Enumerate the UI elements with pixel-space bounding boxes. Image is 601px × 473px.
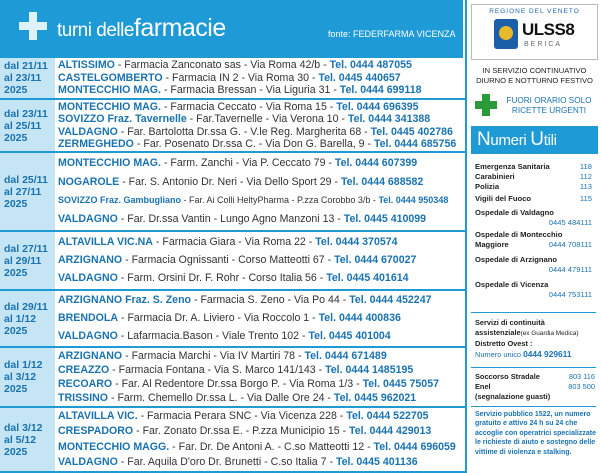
pharmacy-details: - Farmacia S. Zeno - Via Po 44 -	[191, 294, 350, 307]
pharmacy-details: - Farmacia IN 2 - Via Roma 30 -	[162, 71, 319, 84]
phone-number: Tel. 0444 452247	[349, 294, 432, 307]
shift-block	[0, 100, 465, 153]
phone-number: Tel. 0445 440657	[318, 71, 401, 84]
source-label: fonte: FEDERFARMA VICENZA	[328, 29, 456, 39]
pharmacy-entry	[58, 312, 463, 325]
phone-number: Tel. 0445 410099	[343, 213, 427, 226]
pharmacy-details: - Farm. Orsini Dr. F. Rohr - Corso Italia 56 -	[117, 272, 327, 285]
phone-number: Tel. 0444 685756	[373, 137, 457, 150]
town-name: ALTAVILLA VIC.	[58, 410, 138, 423]
pharmacy-entry	[58, 176, 463, 189]
town-name: VALDAGNO	[58, 329, 118, 342]
pharmacy-entry	[58, 236, 463, 249]
phone-number: Tel. 0445 75057	[362, 377, 439, 390]
pharmacy-details: - Farm. Zanchi - Via P. Ceccato 79 -	[161, 156, 335, 169]
shift-block	[0, 408, 465, 473]
ulss-name: ULSS8	[522, 20, 575, 39]
pharmacy-entry	[58, 456, 463, 469]
pharmacy-details: - Farmacia Marchi - Via IV Martiri 78 -	[122, 349, 305, 362]
shift-date-range: dal 23/11 al 25/11 2025	[0, 100, 55, 151]
pharmacy-entry	[58, 157, 463, 170]
pharmacy-details: - Farm. Chemello Dr.ssa L. - Via Dalle Ore 24 -	[108, 391, 334, 404]
urgent-only-note: FUORI ORARIO SOLO RICETTE URGENTI	[506, 96, 592, 115]
pharmacy-entry	[58, 410, 463, 423]
page-title: turni dellefarmacie	[57, 14, 226, 42]
town-name: RECOARO	[58, 377, 113, 390]
phone-number: Tel. 0444 370574	[315, 235, 398, 248]
useful-number-label: Carabinieri	[475, 172, 515, 181]
pharmacy-entry	[58, 138, 463, 150]
town-name: NOGAROLE	[58, 175, 120, 188]
town-name: SOVIZZO Fraz. Gambugliano	[58, 195, 182, 206]
pharmacy-details: - Farmacia Ognissanti - Corso Matteotti 67 -	[122, 253, 335, 266]
pharmacy-details: - Farmacia Zanconato sas - Via Roma 42/b -	[114, 59, 330, 71]
useful-number-label: Polizia	[475, 182, 500, 191]
ulss-logo	[471, 4, 598, 60]
pharmacy-entry	[58, 350, 463, 363]
town-name: ALTISSIMO	[58, 59, 115, 71]
phone-number: Tel. 0444 696059	[373, 440, 456, 453]
pharmacy-entry	[58, 101, 463, 113]
green-cross-icon	[475, 94, 497, 116]
ulss-sub: BERICA	[524, 41, 563, 48]
pharmacy-details: - Far. S. Antonio Dr. Neri - Via Dello Sport 29 -	[119, 175, 341, 188]
pharmacy-details: - Far. Zonato Dr.ssa E. - P.zza Municipio 15 -	[133, 425, 350, 438]
useful-number-value: 0444 479111	[548, 265, 592, 274]
pharmacy-details: - Far. Aquila D'oro Dr. Brunetti - C.so Italia 7 -	[117, 455, 336, 468]
useful-number-value: 113	[579, 182, 592, 191]
town-name: MONTECCHIO MAG.	[58, 156, 161, 169]
pharmacy-entry	[58, 213, 463, 226]
shift-date-range: dal 1/12 al 3/12 2025	[0, 348, 55, 406]
town-name: ZERMEGHEDO	[58, 137, 134, 150]
service-hours: IN SERVIZIO CONTINUATIVO DIURNO E NOTTURNO FESTIVO	[476, 66, 593, 85]
useful-number-label: Vigili del Fuoco	[475, 194, 531, 203]
pharmacy-entry	[58, 84, 463, 97]
road-and-power-numbers: Soccorso Stradale 803 116 Enel 803 500 (segnalazione guasti)	[475, 372, 595, 401]
phone-number: Tel. 0444 671489	[304, 349, 387, 362]
shift-block	[0, 232, 465, 291]
town-name: VALDAGNO	[58, 272, 118, 285]
pharmacy-details: - Far.Tavernelle - Via Verona 10 -	[186, 113, 348, 126]
town-name: TRISSINO	[58, 391, 109, 404]
lion-emblem-icon	[494, 19, 518, 49]
header	[0, 0, 463, 58]
phone-number: Tel. 0444 341388	[347, 113, 431, 126]
phone-number: Tel. 0444 699118	[339, 84, 422, 97]
phone-number: Tel. 0445 401004	[308, 329, 391, 342]
town-name: VALDAGNO	[58, 455, 118, 468]
shift-date-range: dal 3/12 al 5/12 2025	[0, 408, 55, 471]
divider	[471, 406, 596, 407]
phone-number: Tel. 0444 607399	[334, 156, 418, 169]
violence-helpline-note: Servizio pubblico 1522, un numero gratuito e attivo 24 h su 24 che accoglie con operatrici specializzate le richieste di aiuto e sostegno delle vittime di violenza e stalking.	[475, 411, 596, 456]
divider	[471, 367, 596, 368]
phone-number: Tel. 0445 402786	[370, 125, 453, 138]
pharmacy-entry	[58, 59, 463, 72]
shift-block	[0, 153, 465, 232]
shift-date-range: dal 29/11 al 1/12 2025	[0, 291, 55, 346]
pharmacy-entry	[58, 272, 463, 285]
useful-number-label: Emergenza Sanitaria	[475, 162, 550, 171]
pharmacy-details: - Farmacia Giara - Via Roma 22 -	[152, 235, 316, 248]
phone-number: Tel. 0444 429013	[349, 425, 432, 438]
town-name: BRENDOLA	[58, 311, 119, 324]
useful-number-value: 112	[579, 172, 592, 181]
shift-list	[0, 58, 465, 473]
pharmacy-details: - Farmacia Fontana - Via S. Marco 141/143 -	[109, 363, 326, 376]
pharmacy-details: - Far. Ai Colli HeltyPharma - P.zza Corobbo 3/b -	[181, 195, 379, 206]
pharmacy-entry	[58, 194, 463, 207]
town-name: ARZIGNANO	[58, 253, 123, 266]
town-name: ARZIGNANO Fraz. S. Zeno	[58, 294, 192, 307]
pharmacy-entry	[58, 126, 463, 138]
pharmacy-details: - Far. Dr.ssa Vantin - Lungo Agno Manzoni 13 -	[117, 213, 344, 226]
useful-number-label: Ospedale di Vicenza	[475, 280, 549, 289]
useful-number-value: 115	[579, 194, 592, 203]
phone-number: Tel. 0444 950348	[378, 195, 449, 206]
region-label: REGIONE DEL VENETO	[489, 8, 580, 15]
phone-number: Tel. 0444 696395	[336, 101, 419, 113]
pharmacy-entry	[58, 441, 463, 454]
useful-number-value: 0445 484111	[548, 218, 592, 227]
useful-number-label: Ospedale di Arzignano	[475, 255, 557, 264]
phone-number: Tel. 0444 688582	[341, 175, 424, 188]
town-name: VALDAGNO	[58, 213, 118, 226]
useful-number-value: 118	[579, 162, 592, 171]
useful-numbers-title: Numeri Utili	[471, 126, 598, 154]
town-name: MONTECCHIO MAG.	[58, 101, 161, 113]
phone-number: Tel. 0444 522705	[346, 410, 429, 423]
pharmacy-entry	[58, 425, 463, 438]
info-sidebar	[467, 0, 601, 473]
pharmacy-details: - Farmacia Perara SNC - Via Vicenza 228 -	[137, 410, 347, 423]
pharmacy-entry	[58, 330, 463, 343]
town-name: ARZIGNANO	[58, 349, 123, 362]
shift-date-range: dal 27/11 al 29/11 2025	[0, 232, 55, 289]
pharmacy-details: - Far. Al Redentore Dr.ssa Borgo P. - Via Roma 1/3 -	[112, 377, 363, 390]
useful-number-value: 0444 753111	[548, 290, 592, 299]
shift-date-range: dal 25/11 al 27/11 2025	[0, 153, 55, 230]
shift-block	[0, 58, 465, 100]
town-name: MONTECCHIO MAG.	[58, 84, 161, 97]
pharmacy-details: - Farmacia Bressan - Via Liguria 31 -	[161, 84, 340, 97]
pharmacy-cross-icon	[19, 12, 47, 40]
continuity-service: Servizi di continuità assistenziale(ex Guardia Medica) Distretto Ovest : Numero unico 0444 929611	[475, 318, 579, 359]
town-name: VALDAGNO	[58, 125, 118, 138]
pharmacy-entry	[58, 294, 463, 307]
pharmacy-details: - Far. Dr. De Antoni A. - C.so Matteotti 12 -	[169, 440, 374, 453]
phone-number: Tel. 0444 487055	[329, 59, 412, 71]
phone-number: Tel. 0445 401136	[335, 455, 418, 468]
divider	[471, 312, 596, 313]
pharmacy-details: - Far. Posenato Dr.ssa C. - Via Don G. Barella, 9 -	[133, 137, 374, 150]
shift-date-range: dal 21/11 al 23/11 2025	[0, 58, 55, 98]
pharmacy-details: - Farmacia Ceccato - Via Roma 15 -	[161, 101, 337, 113]
phone-number: Tel. 0444 670027	[334, 253, 417, 266]
pharmacy-entry	[58, 364, 463, 377]
town-name: CRESPADORO	[58, 425, 134, 438]
town-name: CASTELGOMBERTO	[58, 71, 163, 84]
useful-number-value: 0444 708111	[548, 240, 592, 249]
town-name: SOVIZZO Fraz. Tavernelle	[58, 113, 187, 126]
pharmacy-entry	[58, 392, 463, 405]
pharmacy-details: - Far. Bartolotta Dr.ssa G. - V.le Reg. Margherita 68 -	[117, 125, 371, 138]
phone-number: Tel. 0445 401614	[326, 272, 409, 285]
pharmacy-entry	[58, 72, 463, 85]
pharmacy-entry	[58, 113, 463, 125]
phone-number: Tel. 0444 400836	[318, 311, 401, 324]
pharmacy-entry	[58, 254, 463, 267]
pharmacy-details: - Lafarmacia.Bason - Viale Trento 102 -	[117, 329, 309, 342]
shift-block	[0, 348, 465, 408]
pharmacy-details: - Farmacia Dr. A. Liviero - Via Roccolo 1 -	[118, 311, 319, 324]
useful-number-label: Ospedale di Montecchio Maggiore	[475, 230, 563, 249]
phone-number: Tel. 0445 962021	[333, 391, 417, 404]
town-name: ALTAVILLA VIC.NA	[58, 235, 153, 248]
town-name: MONTECCHIO MAGG.	[58, 440, 170, 453]
pharmacy-entry	[58, 378, 463, 391]
useful-number-label: Ospedale di Valdagno	[475, 208, 554, 217]
town-name: CREAZZO	[58, 363, 110, 376]
phone-number: Tel. 0444 1485195	[325, 363, 414, 376]
shift-block	[0, 291, 465, 348]
